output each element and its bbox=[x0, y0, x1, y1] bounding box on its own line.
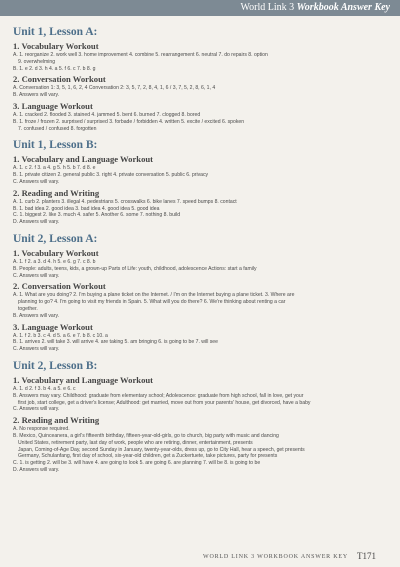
answer-line: B. Answers will vary. bbox=[13, 92, 60, 99]
answer-line: B. Answers may vary. Childhood: graduate from elementary school; Adolescence: graduate from high school, fall in love, get your bbox=[13, 392, 304, 399]
answer-line: B. 1. arrives 2. will take 3. will arrive 4. are taking 5. am bringing 6. is going to be 7. will see bbox=[13, 339, 218, 346]
u2a-vocab-title: 1. Vocabulary Workout bbox=[13, 247, 99, 258]
unit-2b-title: Unit 2, Lesson B: bbox=[13, 359, 98, 372]
answer-line: planning to go? 4. I'm going to visit my friends in Spain. 5. What will you do there? 6. We're thinking about renting a car bbox=[18, 299, 286, 306]
u1b-vocab-title: 1. Vocabulary and Language Workout bbox=[13, 154, 154, 165]
answer-line: C. 1. biggest 2. like 3. much 4. safer 5. Another 6. some 7. nothing 8. build bbox=[13, 212, 181, 219]
answer-line: D. Answers will vary. bbox=[13, 219, 60, 226]
answer-line: D. Answers will vary. bbox=[13, 466, 60, 473]
answer-line: 9. overwhelming bbox=[18, 58, 56, 65]
answer-line: A. No response required. bbox=[13, 426, 70, 433]
answer-line: A. 1. cracked 2. flooded 3. stained 4. jammed 5. bent 6. burned 7. clogged 8. bored bbox=[13, 111, 201, 118]
answer-line: A. 1. What are you doing? 2. I'm buying a plane ticket on the Internet. / I'm on the Internet buying a plane ticket. 3. Where are bbox=[13, 292, 295, 299]
answer-line: B. 1. froze / frozen 2. surprised / surprised 3. forbade / forbidden 4. written 5. excite / excited 6. spoken bbox=[13, 118, 245, 125]
answer-line: Germany, Schulanfang, first day of school, six-year-old children, get a Zuckertuete, take pictures, party for presents bbox=[18, 453, 278, 460]
unit-2a-title: Unit 2, Lesson A: bbox=[13, 232, 98, 245]
header-title: Workbook Answer Key bbox=[296, 2, 390, 13]
answer-line: B. People: adults, teens, kids, a grown-up Parts of Life: youth, childhood, adolescence Actions: start a family bbox=[13, 265, 257, 272]
u2a-lang-title: 3. Language Workout bbox=[13, 321, 93, 332]
page-number: T171 bbox=[357, 551, 376, 561]
header-brand bbox=[241, 2, 390, 13]
u1a-vocab-title: 1. Vocabulary Workout bbox=[13, 41, 99, 51]
u2b-vocab-title: 1. Vocabulary and Language Workout bbox=[13, 374, 154, 385]
answer-line: B. Mexico, Quinceanera, a girl's fifteenth birthday, fifteen-year-old-girls, go to church, big party with music and dancing bbox=[13, 432, 279, 439]
answer-line: A. 1. curb 2. planters 3. illegal 4. pedestrians 5. crosswalks 6. bike lanes 7. speed bumps 8. contact bbox=[13, 198, 237, 205]
answer-line: C. Answers will vary. bbox=[13, 346, 60, 353]
answer-line: A. 1. f 2. a 3. d 4. h 5. e 6. g 7. c 8. b bbox=[13, 258, 96, 265]
answer-line: A. 1. c 2. f 3. a 4. g 5. h 5. b 7. d 8. e bbox=[13, 165, 96, 172]
answer-line: C. 1. is getting 2. will be 3. will have 4. are going to look 5. are going 6. are planning 7. will be 8. is going to be bbox=[13, 460, 261, 467]
answer-line: C. Answers will vary. bbox=[13, 178, 60, 185]
u2a-conv-title: 2. Conversation Workout bbox=[13, 281, 106, 292]
answer-line: A. 1. reorganize 2. work well 3. home improvement 4. combine 5. rearrangement 6. neutral 7. do repairs 8. option bbox=[13, 52, 268, 58]
unit-1b-title: Unit 1, Lesson B: bbox=[13, 139, 98, 152]
answer-line: together. bbox=[18, 305, 38, 312]
answer-line: B. 1. e 2. d 3. h 4. a 5. f 6. c 7. b 8. g bbox=[13, 65, 96, 72]
u1a-conv-title: 2. Conversation Workout bbox=[13, 74, 106, 85]
answer-line: C. Answers will vary. bbox=[13, 406, 60, 413]
answer-line: Japan, Coming-of-Age Day, second Sunday in January, twenty-year-olds, dress up, go to City Hall, hear a speech, get presents bbox=[18, 446, 305, 453]
answer-line: United States, retirement party, last day of work, people who are retiring, dinner, entertainment, presents bbox=[18, 439, 253, 446]
answer-line: first job, start college, get a driver's license; Adulthood: get married, move out from your parents' house, get divorced, have a baby bbox=[18, 399, 311, 406]
header-series: World Link 3 bbox=[240, 2, 295, 13]
unit-1a-title: Unit 1, Lesson A: bbox=[13, 26, 98, 38]
page-footer bbox=[0, 549, 400, 561]
answer-line: B. 1. private citizen 2. general public 3. right 4. private conversation 5. public 6. privacy bbox=[13, 172, 209, 179]
u1b-rw-title: 2. Reading and Writing bbox=[13, 187, 100, 198]
u2b-rw-title: 2. Reading and Writing bbox=[13, 415, 100, 426]
answer-line: A. Conversation 1: 3, 5, 1, 6, 2, 4 Conversation 2: 3, 5, 7, 2, 8, 4, 1, 6 / 3, 7, 5, 2, 8, 6, 1, 4 bbox=[13, 85, 216, 92]
answer-line: C. Answers will vary. bbox=[13, 272, 60, 279]
answer-line: A. 1. d 2. f 3. b 4. a 5. e 6. c bbox=[13, 385, 76, 392]
answer-line: A. 1. f 2. b 3. c 4. d 5. a 6. e 7. b 8. c 10. a bbox=[13, 332, 108, 339]
u1a-lang-title: 3. Language Workout bbox=[13, 100, 93, 111]
answer-key-content bbox=[13, 26, 389, 474]
header-bar bbox=[0, 0, 400, 16]
answer-line: B. 1. bad idea 2. good idea 3. bad idea 4. good idea 5. good idea bbox=[13, 205, 160, 212]
footer-text: WORLD LINK 3 WORKBOOK ANSWER KEY bbox=[203, 554, 348, 560]
answer-line: B. Answers will vary. bbox=[13, 312, 60, 319]
answer-line: 7. confused / confused 8. forgotten bbox=[18, 125, 97, 132]
